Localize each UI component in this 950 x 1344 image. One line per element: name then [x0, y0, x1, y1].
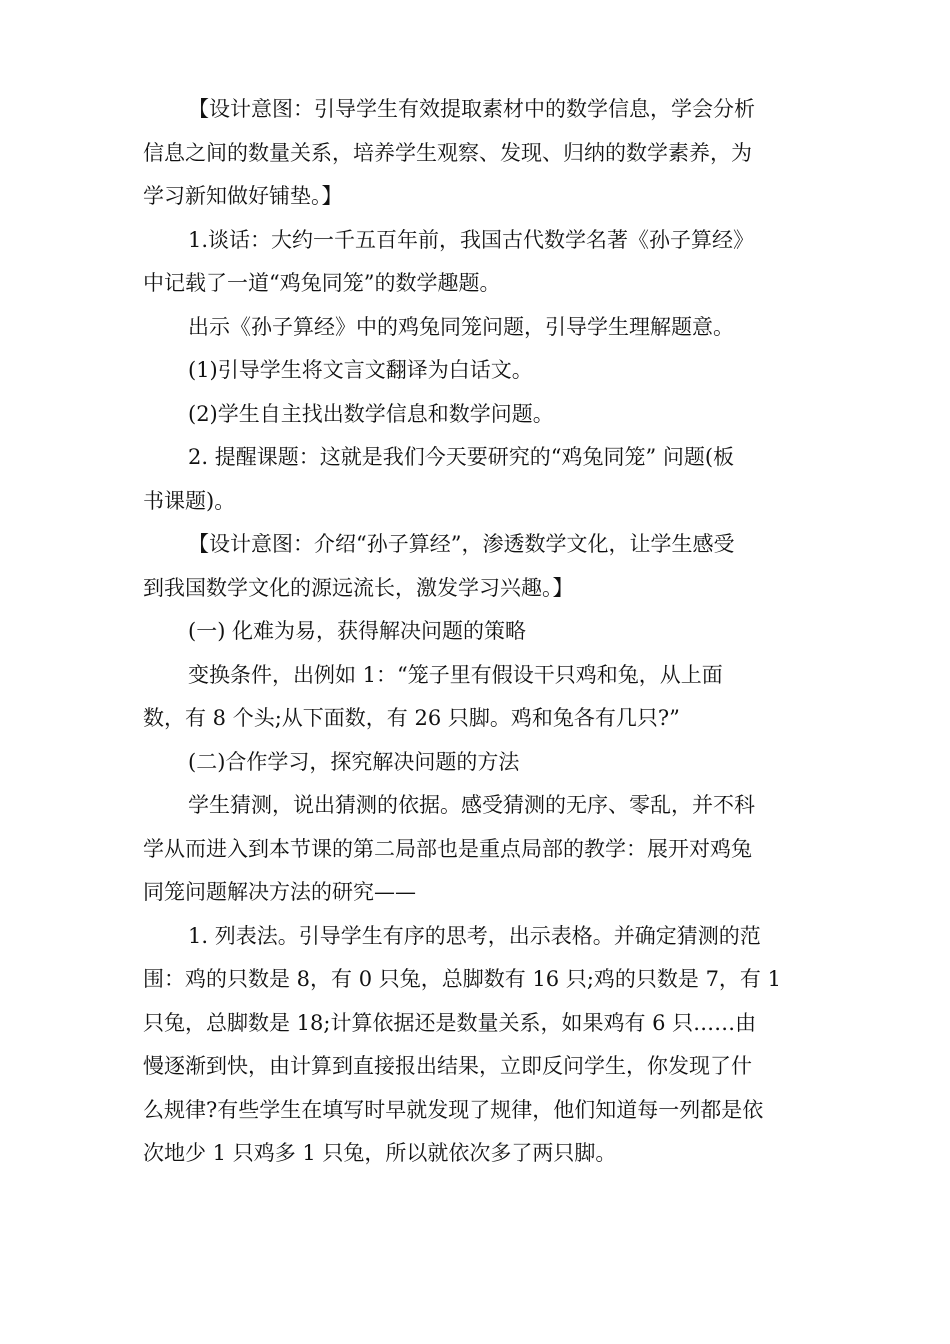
text-line: 围：鸡的只数是 8，有 0 只兔，总脚数有 16 只;鸡的只数是 7，有 1 [143, 967, 781, 991]
text-line: 学从而进入到本节课的第二局部也是重点局部的教学：展开对鸡兔 [143, 836, 752, 861]
text-line: 慢逐渐到快，由计算到直接报出结果，立即反问学生，你发现了什 [143, 1054, 752, 1078]
text-line: 么规律?有些学生在填写时早就发现了规律，他们知道每一列都是依 [143, 1097, 764, 1122]
text-line: 学生猜测，说出猜测的依据。感受猜测的无序、零乱，并不科 [188, 793, 755, 817]
text-line: 出示《孙子算经》中的鸡兔同笼问题，引导学生理解题意。 [188, 314, 734, 339]
step-1-paragraph [143, 349, 809, 393]
show-problem-paragraph [143, 306, 809, 350]
dialogue-paragraph [143, 219, 809, 306]
text-line: (二)合作学习，探究解决问题的方法 [188, 749, 520, 774]
text-line: 学习新知做好铺垫。】 [143, 184, 343, 208]
text-line: 2. 提醒课题：这就是我们今天要研究的“鸡兔同笼” 问题(板 [188, 445, 735, 469]
design-intent-paragraph-2 [143, 523, 809, 610]
section-one-heading [143, 610, 809, 654]
text-line: (1)引导学生将文言文翻译为白话文。 [188, 358, 533, 382]
text-line: 1. 列表法。引导学生有序的思考，出示表格。并确定猜测的范 [188, 923, 761, 948]
text-line: 【设计意图：介绍“孙子算经”，渗透数学文化，让学生感受 [188, 532, 735, 556]
example-paragraph [143, 654, 809, 741]
text-line: 数，有 8 个头;从下面数，有 26 只脚。鸡和兔各有几只?” [143, 706, 680, 730]
step-2-paragraph [143, 393, 809, 437]
design-intent-paragraph-1 [143, 88, 809, 219]
text-line: 变换条件，出例如 1：“笼子里有假设干只鸡和兔，从上面 [188, 662, 723, 687]
topic-paragraph [143, 436, 809, 523]
document-body [143, 88, 809, 1176]
text-line: 1.谈话：大约一千五百年前，我国古代数学名著《孙子算经》 [188, 227, 755, 252]
table-method-paragraph [143, 915, 809, 1176]
section-two-heading [143, 741, 809, 785]
text-line: 次地少 1 只鸡多 1 只兔，所以就依次多了两只脚。 [143, 1141, 617, 1165]
text-line: (2)学生自主找出数学信息和数学问题。 [188, 401, 554, 426]
text-line: 【设计意图：引导学生有效提取素材中的数学信息，学会分析 [188, 97, 755, 121]
guess-paragraph [143, 784, 809, 915]
text-line: 中记载了一道“鸡兔同笼”的数学趣题。 [143, 271, 501, 295]
text-line: 只兔，总脚数是 18;计算依据还是数量关系，如果鸡有 6 只……由 [143, 1010, 757, 1035]
text-line: 同笼问题解决方法的研究—— [143, 880, 416, 904]
text-line: 到我国数学文化的源远流长，激发学习兴趣。】 [143, 575, 574, 600]
text-line: 信息之间的数量关系，培养学生观察、发现、归纳的数学素养，为 [143, 140, 752, 165]
text-line: 书课题)。 [143, 488, 236, 513]
text-line: (一) 化难为易，获得解决问题的策略 [188, 619, 527, 643]
